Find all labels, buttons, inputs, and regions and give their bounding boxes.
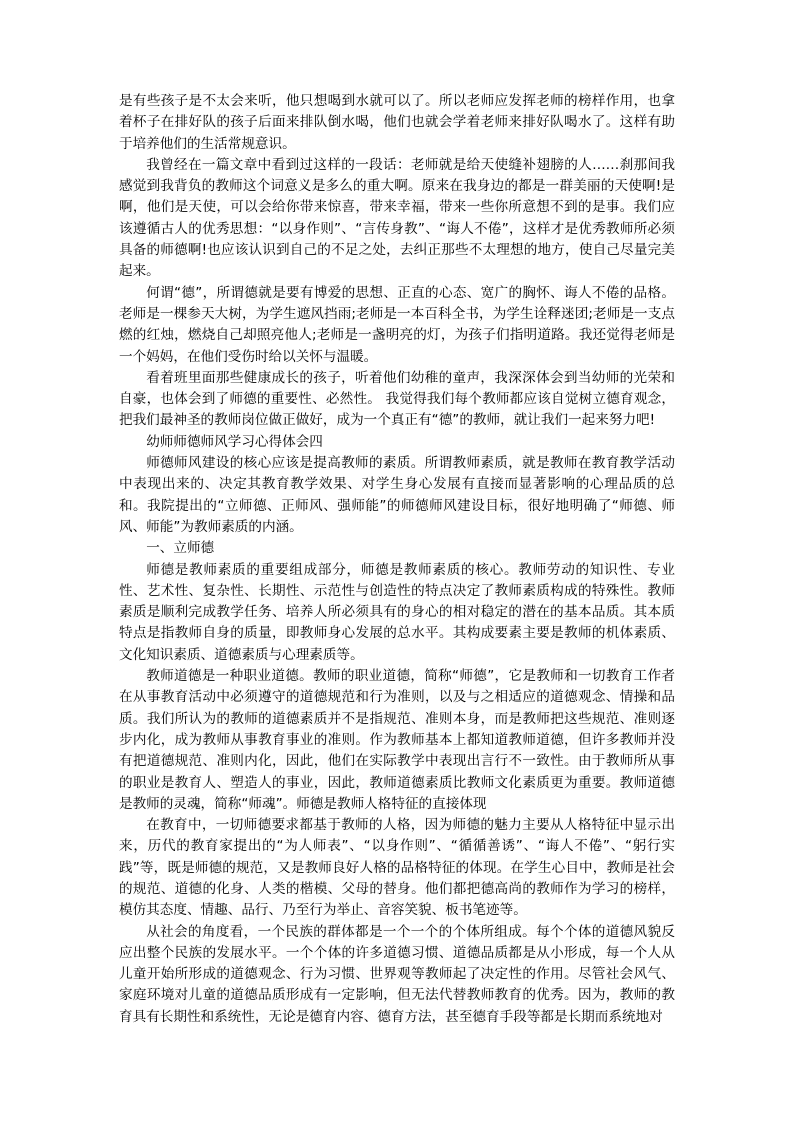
paragraph-pride: 看着班里面那些健康成长的孩子，听着他们幼稚的童声，我深深体会到当幼师的光荣和自豪，也体会到了师德的重要性、必然性。 我觉得我们每个教师都应该自觉树立德育观念，把我们最神圣的教师岗位做正做好，成为一个真正有“德”的教师，就让我们一起来努力吧! <box>119 369 675 429</box>
document-body <box>119 91 675 1028</box>
paragraph-angel-quote: 我曾经在一篇文章中看到过这样的一段话：老师就是给天使缝补翅膀的人……刹那间我感觉到我背负的教师这个词意义是多么的重大啊。原来在我身边的都是一群美丽的天使啊!是啊，他们是天使，可以会给你带来惊喜，带来幸福，带来一些你所意想不到的是事。我们应该遵循古人的优秀思想：“以身作则”、“言传身教”、“诲人不倦”，这样才是优秀教师所必须具备的师德啊!也应该认识到自己的不足之处，去纠正那些不太理想的地方，使自己尽量完美起来。 <box>119 156 675 280</box>
paragraph-virtue-definition: 何谓“德”，所谓德就是要有博爱的思想、正直的心态、宽广的胸怀、诲人不倦的品格。老师是一棵参天大树，为学生遮风挡雨;老师是一本百科全书，为学生诠释迷团;老师是一支点燃的红烛，燃烧自己却照亮他人;老师是一盏明亮的灯，为孩子们指明道路。我还觉得老师是一个妈妈，在他们受伤时给以关怀与温暖。 <box>119 284 675 365</box>
subsection-heading: 一、立师德 <box>146 540 215 557</box>
paragraph-teacher-quality: 师德师风建设的核心应该是提高教师的素质。所谓教师素质，就是教师在教育教学活动中表现出来的、决定其教育教学效果、对学生身心发展有直接而显著影响的心理品质的总和。我院提出的“立师德、正师风、强师能”的师德师风建设目标，很好地明确了“师德、师风、师能”为教师素质的内涵。 <box>119 455 675 535</box>
paragraph-professional-ethics: 教师道德是一种职业道德。教师的职业道德，简称“师德”，它是教师和一切教育工作者在从事教育活动中必须遵守的道德规范和行为准则，以及与之相适应的道德观念、情操和品质。我们所认为的教师的道德素质并不是指规范、准则本身，而是教师把这些规范、准则逐步内化，成为教师从事教育事业的准则。作为教师基本上都知道教师道德，但许多教师并没有把道德规范、准则内化，因此，他们在实际教学中表现出言行不一致性。由于教师所从事的职业是教育人、塑造人的事业，因此，教师道德素质比教师文化素质更为重要。教师道德是教师的灵魂，简称“师魂”。师德是教师人格特征的直接体现 <box>119 668 675 812</box>
paragraph-ethics-core: 师德是教师素质的重要组成部分，师德是教师素质的核心。教师劳动的知识性、专业性、艺术性、复杂性、长期性、示范性与创造性的特点决定了教师素质构成的特殊性。教师素质是顺利完成教学任务、培养人所必须具有的身心的相对稳定的潜在的基本品质。其本质特点是指教师自身的质量，即教师身心发展的总水平。其构成要素主要是教师的机体素质、文化知识素质、道德素质与心理素质等。 <box>119 561 675 663</box>
section-title: 幼师师德师风学习心得体会四 <box>146 433 323 450</box>
paragraph-personality: 在教育中，一切师德要求都基于教师的人格，因为师德的魅力主要从人格特征中显示出来，历代的教育家提出的“为人师表”、“以身作则”、“循循善诱”、“诲人不倦”、“躬行实践”等，既是师德的规范，又是教师良好人格的品格特征的体现。在学生心目中，教师是社会的规范、道德的化身、人类的楷模、父母的替身。他们都把德高尚的教师作为学习的榜样，模仿其态度、情趣、品行、乃至行为举止、音容笑貌、板书笔迹等。 <box>119 817 675 919</box>
paragraph-intro: 是有些孩子是不太会来听，他只想喝到水就可以了。所以老师应发挥老师的榜样作用，也拿着杯子在排好队的孩子后面来排队倒水喝，他们也就会学着老师来排好队喝水了。这样有助于培养他们的生活常规意识。 <box>119 93 675 152</box>
paragraph-society: 从社会的角度看，一个民族的群体都是一个一个的个体所组成。每个个体的道德风貌反应出整个民族的发展水平。一个个体的许多道德习惯、道德品质都是从小形成，每一个人从儿童开始所形成的道德观念、行为习惯、世界观等教师起了决定性的作用。尽管社会风气、家庭环境对儿童的道德品质形成有一定影响，但无法代替教师教育的优秀。因为，教师的教育具有长期性和系统性，无论是德育内容、德育方法，甚至德育手段等都是长期而系统地对 <box>119 923 675 1025</box>
